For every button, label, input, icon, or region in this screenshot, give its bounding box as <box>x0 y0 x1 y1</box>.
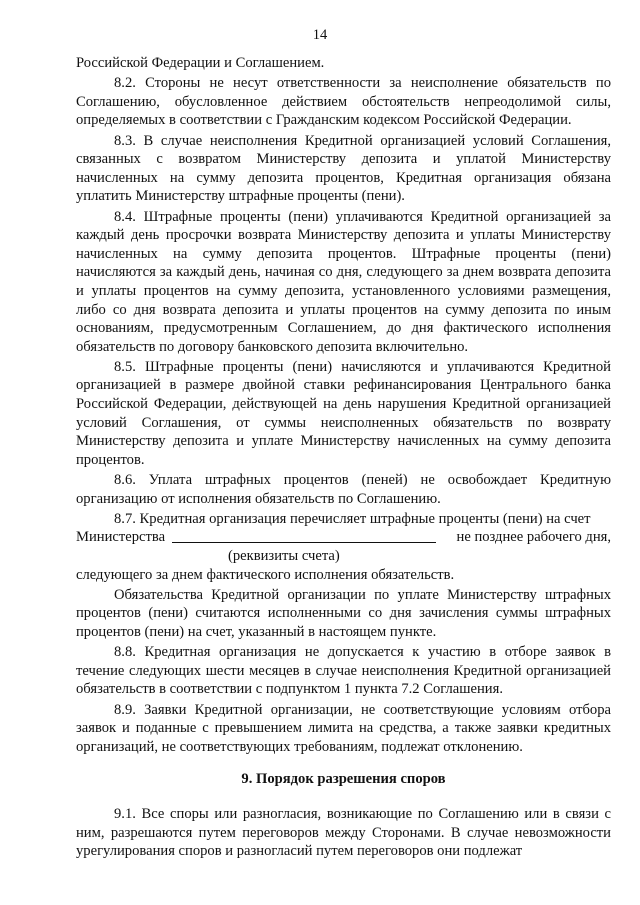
deadline-text: не позднее рабочего дня, <box>456 529 611 546</box>
paragraph-8-7: 8.7. Кредитная организация перечисляет штрафные проценты (пени) на счет <box>114 510 591 527</box>
paragraph-8-9: 8.9. Заявки Кредитной организации, не соответствующие условиям отбора заявок и поданные с превышением лимита на средства, а также заявки кредитных организаций, не соответствующих требованиям, подлежат отклонению. <box>76 701 611 755</box>
paragraph-8-8: 8.8. Кредитная организация не допускается к участию в отборе заявок в течение следующих шести месяцев в случае неисполнения Кредитной организацией обязательств в соответствии с подпунктом 1 пункта 7.2 Соглашения. <box>76 644 611 698</box>
section-heading: 9. Порядок разрешения споров <box>241 771 446 788</box>
page-number: 14 <box>312 27 328 43</box>
paragraph-8-6: 8.6. Уплата штрафных процентов (пеней) не освобождает Кредитную организацию от исполнения обязательств по Соглашению. <box>76 472 611 507</box>
paragraph-8-2: 8.2. Стороны не несут ответственности за неисполнение обязательств по Соглашению, обусловленное действием обстоятельств непреодолимой силы, определяемых в соответствии с Гражданским кодексом Российской Федерации. <box>76 75 611 129</box>
blank-underline <box>172 542 436 543</box>
paragraph-8-7-obligations: Обязательства Кредитной организации по уплате Министерству штрафных процентов (пени) считаются исполненными со дня зачисления суммы штрафных процентов (пени) на счет, указанный в настоящем пункте. <box>76 586 611 640</box>
ministry-label: Министерства <box>76 529 166 546</box>
paragraph-8-4: 8.4. Штрафные проценты (пени) уплачиваются Кредитной организацией за каждый день просрочки возврата Министерству депозита и уплаты Министерству начисленных на сумму депозита процентов. Штрафные проценты (пени) начисляются за каждый день, начиная со дня, следующего за днем возврата депозита и уплаты процентов на сумму депозита, установленного условиями размещения, либо со дня возврата депозита и уплаты процентов на сумму депозита по иным основаниям, предусмотренным Соглашением, до дня фактического исполнения обязательств по договору банковского депозита включительно. <box>76 208 611 355</box>
paragraph-8-3: 8.3. В случае неисполнения Кредитной организацией условий Соглашения, связанных с возвратом Министерству депозита и уплатой Министерству начисленных на сумму депозита процентов, Кредитная организация обязана уплатить Министерству штрафные проценты (пени). <box>76 132 611 205</box>
paragraph-8-5: 8.5. Штрафные проценты (пени) начисляются и уплачиваются Кредитной организацией в размере двойной ставки рефинансирования Центрального банка Российской Федерации, действующей на день нарушения Кредитной организацией условий Соглашения, от суммы неисполненных обязательств по возврату Министерству депозита и уплате Министерству начисленных на сумму депозита процентов. <box>76 358 611 468</box>
account-details-line <box>76 528 611 547</box>
paragraph-9-1: 9.1. Все споры или разногласия, возникающие по Соглашению или в связи с ним, разрешаются путем переговоров между Сторонами. В случае невозможности урегулирования споров и разногласий путем переговоров они подлежат <box>76 805 611 860</box>
document-body <box>76 54 611 861</box>
paragraph-8-7-end: следующего за днем фактического исполнения обязательств. <box>76 566 455 583</box>
continuation-text: Российской Федерации и Соглашением. <box>76 55 325 71</box>
account-details-hint: (реквизиты счета) <box>228 548 340 564</box>
